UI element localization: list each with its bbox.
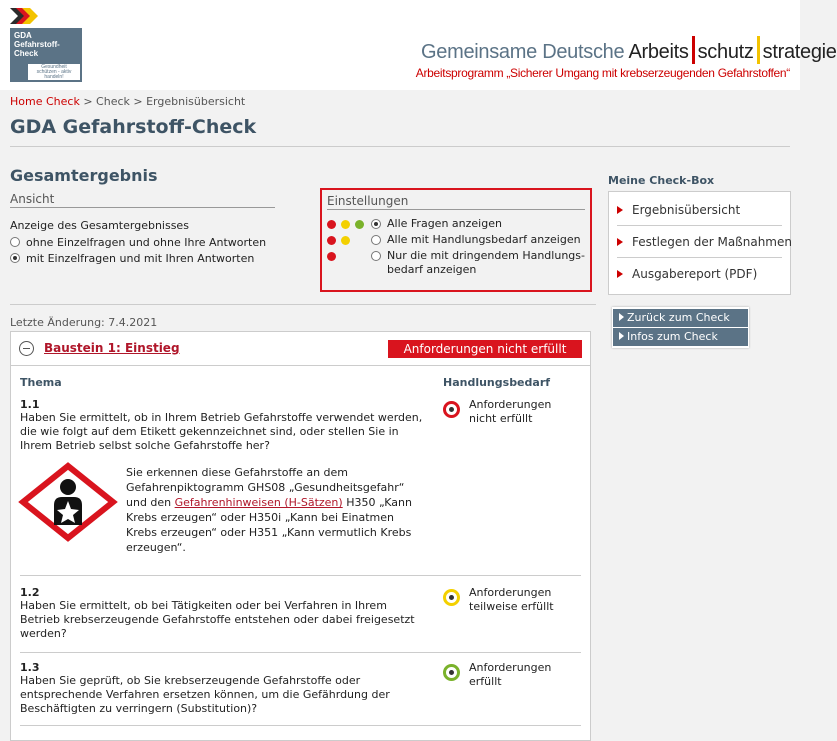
- status-dots: [327, 233, 371, 245]
- option-label: ohne Einzelfragen und ohne Ihre Antworten: [26, 235, 267, 249]
- last-change: Letzte Änderung: 7.4.2021: [10, 316, 158, 329]
- logo-line: Check: [14, 49, 39, 58]
- triangle-right-icon: [617, 206, 623, 214]
- ansicht-group: [10, 219, 266, 266]
- column-header-handlungsbedarf: Handlungsbedarf: [443, 376, 551, 389]
- brand-title: [421, 36, 837, 64]
- einstellungen-option[interactable]: [327, 217, 585, 231]
- ansicht-title: Ansicht: [10, 192, 275, 208]
- check-box-sidebar: [608, 174, 791, 295]
- triangle-right-icon: [619, 332, 624, 340]
- divider: [20, 725, 581, 726]
- divider: [20, 575, 581, 576]
- column-header-thema: Thema: [20, 376, 62, 389]
- nav-label: Infos zum Check: [627, 330, 718, 343]
- sidebar-item-massnahmen[interactable]: [617, 226, 792, 258]
- einstellungen-box: [320, 188, 592, 292]
- logo-box: [10, 28, 82, 82]
- breadcrumb-current: Ergebnisübersicht: [146, 95, 246, 108]
- yellow-dot-icon: [341, 220, 350, 229]
- nav-label: Zurück zum Check: [627, 311, 730, 324]
- brand-part: strategie: [762, 41, 837, 63]
- h-saetze-link[interactable]: Gefahrenhinweisen (H-Sätzen): [174, 496, 343, 509]
- status-red-icon: [443, 401, 460, 418]
- status-badge: Anforderungen nicht erfüllt: [388, 340, 582, 358]
- ansicht-label: Anzeige des Gesamtergebnisses: [10, 219, 189, 232]
- logo-arrows-icon: [10, 6, 40, 30]
- ansicht-option[interactable]: [10, 250, 266, 266]
- brand-divider: [692, 36, 695, 64]
- brand-part: Arbeits: [628, 41, 689, 63]
- breadcrumb-check-link[interactable]: Check: [96, 95, 130, 108]
- question-number: 1.2: [20, 586, 40, 599]
- question-text: Haben Sie ermittelt, ob in Ihrem Betrieb Gefahrstoffe verwendet werden, die wie folgt auf dem Etikett gekennzeichnet sind, oder stellen Sie in Ihrem Betrieb selbst solche Gefahrstoffe her?: [20, 411, 423, 452]
- ghs-text: H350 „Kann Krebs erzeugen“ oder H350i „Kann bei Einatmen Krebs erzeugen“ oder H351 „Kann vermutlich Krebs erzeugen“.: [126, 496, 412, 554]
- brand-part: Gemeinsame Deutsche: [421, 41, 629, 63]
- question-text: Haben Sie ermittelt, ob bei Tätigkeiten oder bei Verfahren in Ihrem Betrieb krebserzeugende Gefahrstoffe entstehen oder dabei freigesetzt werden?: [20, 599, 415, 640]
- breadcrumb-home-link[interactable]: Home Check: [10, 95, 80, 108]
- sidebar-item-label: Ergebnisübersicht: [632, 202, 741, 217]
- check-nav: [612, 307, 749, 348]
- option-label: mit Einzelfragen und mit Ihren Antworten: [26, 251, 255, 265]
- logo-slogan: Gesundheit schützen - aktiv handeln!: [28, 64, 80, 80]
- ansicht-option[interactable]: [10, 234, 266, 250]
- ghs-description: [126, 465, 416, 555]
- question-text: Haben Sie geprüft, ob Sie krebserzeugende Gefahrstoffe oder entsprechende Verfahren ersetzen können, um die Gefährdung der Beschäftigten zu verringern (Substitution)?: [20, 674, 390, 715]
- red-dot-icon: [327, 252, 336, 261]
- einstellungen-option[interactable]: [327, 233, 585, 247]
- green-dot-icon: [355, 220, 364, 229]
- sidebar-item-ergebnisuebersicht[interactable]: [617, 194, 782, 226]
- radio-button[interactable]: [371, 219, 381, 229]
- ghs08-health-hazard-icon: [20, 463, 116, 541]
- question-number: 1.1: [20, 398, 40, 411]
- breadcrumb-separator: >: [79, 95, 97, 108]
- logo-line: GDA: [14, 31, 32, 40]
- radio-button[interactable]: [371, 251, 381, 261]
- einstellungen-title: Einstellungen: [327, 194, 585, 210]
- divider: [20, 652, 581, 653]
- logo-line: Gefahrstoff-: [14, 40, 60, 49]
- status-green-icon: [443, 664, 460, 681]
- triangle-right-icon: [617, 238, 623, 246]
- option-label: Alle Fragen anzeigen: [387, 217, 502, 230]
- check-box-menu: [608, 191, 791, 295]
- site-header: [0, 0, 837, 90]
- status-dots: [327, 249, 371, 261]
- baustein-header: [11, 332, 590, 366]
- option-label: Alle mit Handlungsbedarf anzeigen: [387, 233, 581, 246]
- status-text: Anforderungen teilweise erfüllt: [469, 586, 554, 613]
- yellow-dot-icon: [341, 236, 350, 245]
- brand-subtitle: Arbeitsprogramm „Sicherer Umgang mit krebserzeugenden Gefahrstoffen“: [415, 66, 790, 80]
- radio-button[interactable]: [371, 235, 381, 245]
- page-title: GDA Gefahrstoff-Check: [10, 116, 257, 138]
- red-dot-icon: [327, 236, 336, 245]
- brand-part: schutz: [697, 41, 754, 63]
- status-text: Anforderungen nicht erfüllt: [469, 398, 552, 425]
- triangle-right-icon: [619, 313, 624, 321]
- collapse-icon[interactable]: [19, 341, 34, 356]
- radio-button[interactable]: [10, 253, 20, 263]
- sidebar-item-ausgabereport[interactable]: [617, 258, 782, 290]
- status-dots: [327, 217, 371, 229]
- check-info-button[interactable]: [613, 328, 748, 346]
- divider: [10, 146, 790, 147]
- gda-logo[interactable]: [10, 6, 82, 82]
- question-number: 1.3: [20, 661, 40, 674]
- option-label: Nur die mit dringendem Handlungs-bedarf anzeigen: [387, 249, 585, 276]
- sidebar-item-label: Festlegen der Maßnahmen: [632, 234, 792, 249]
- status-yellow-icon: [443, 589, 460, 606]
- triangle-right-icon: [617, 270, 623, 278]
- red-dot-icon: [327, 220, 336, 229]
- brand-divider: [757, 36, 760, 64]
- breadcrumb: [10, 95, 245, 108]
- section-title: Gesamtergebnis: [10, 166, 158, 185]
- divider: [10, 304, 596, 305]
- breadcrumb-separator: >: [129, 95, 147, 108]
- status-text: Anforderungen erfüllt: [469, 661, 552, 688]
- einstellungen-option[interactable]: [327, 249, 585, 277]
- sidebar-item-label: Ausgabereport (PDF): [632, 267, 758, 281]
- baustein-link[interactable]: Baustein 1: Einstieg: [44, 341, 180, 355]
- ghs-text: Sie erkennen diese Gefahrstoffe an dem Gefahrenpiktogramm GHS08 „Gesundheitsgefahr“ und den: [126, 466, 405, 509]
- sidebar-title: Meine Check-Box: [608, 174, 715, 187]
- back-to-check-button[interactable]: [613, 309, 748, 327]
- baustein-panel: [10, 331, 591, 741]
- radio-button[interactable]: [10, 237, 20, 247]
